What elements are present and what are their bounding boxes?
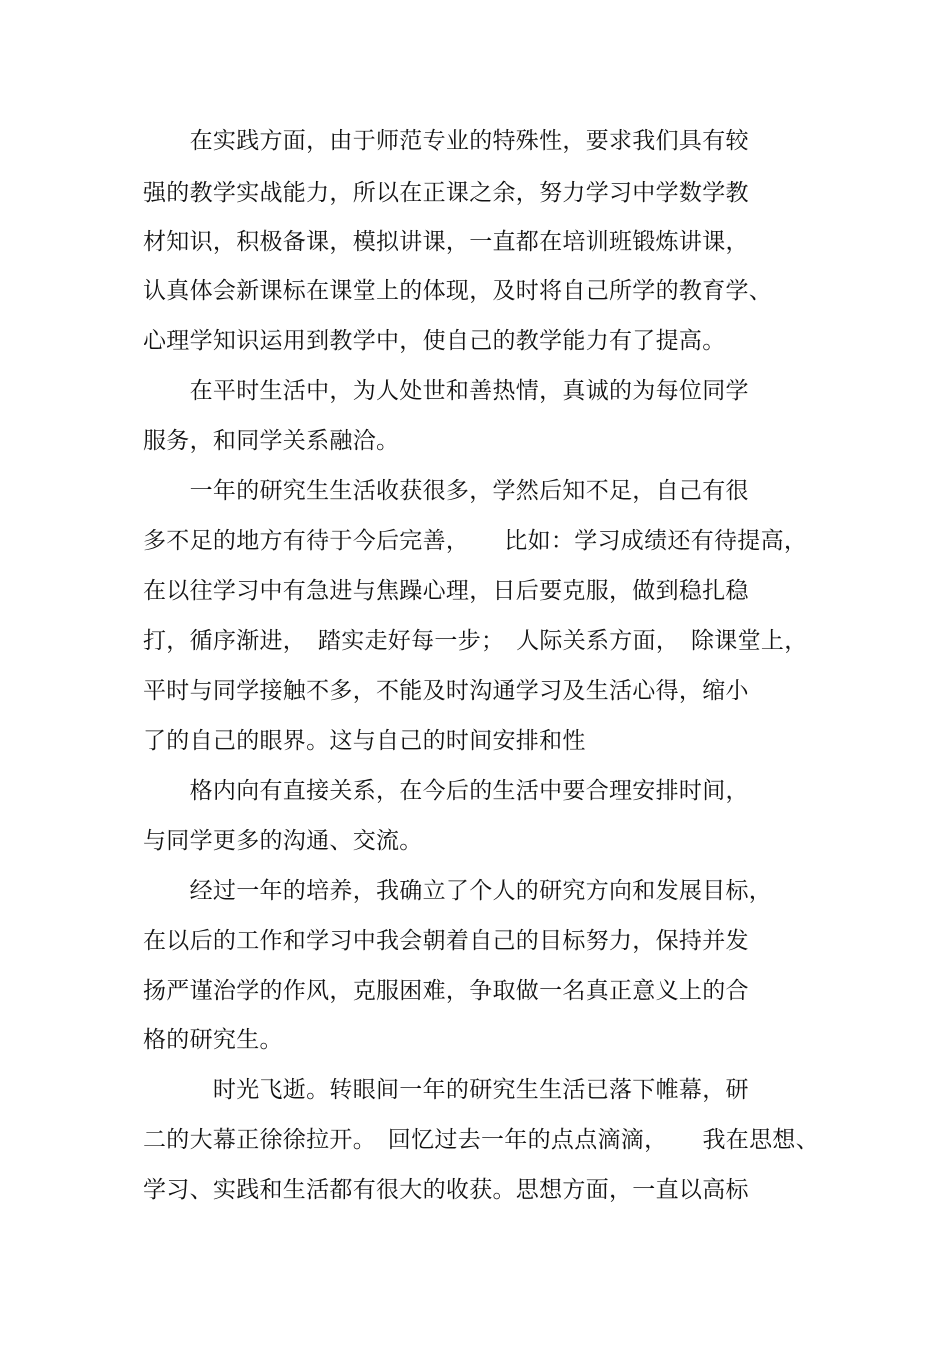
text-line: 二的大幕正徐徐拉开。 回忆过去一年的点点滴滴， 我在思想、 <box>143 1127 819 1153</box>
text-line: 在以往学习中有急进与焦躁心理，日后要克服，做到稳扎稳 <box>143 578 749 604</box>
text-line: 时光飞逝。转眼间一年的研究生生活已落下帷幕，研 <box>143 1077 749 1103</box>
text-line: 学习、实践和生活都有很大的收获。思想方面，一直以高标 <box>143 1177 749 1203</box>
text-line: 在以后的工作和学习中我会朝着自己的目标努力，保持并发 <box>143 928 749 954</box>
text-line: 格内向有直接关系，在今后的生活中要合理安排时间， <box>143 778 749 804</box>
text-line: 格的研究生。 <box>143 1027 283 1053</box>
text-line: 打，循序渐进， 踏实走好每一步； 人际关系方面， 除课堂上， <box>143 628 808 654</box>
text-line: 服务，和同学关系融洽。 <box>143 428 400 454</box>
text-line: 心理学知识运用到教学中，使自己的教学能力有了提高。 <box>143 328 726 354</box>
text-line: 扬严谨治学的作风，克服困难，争取做一名真正意义上的合 <box>143 978 749 1004</box>
text-line: 平时与同学接触不多，不能及时沟通学习及生活心得，缩小 <box>143 678 749 704</box>
text-line: 经过一年的培养，我确立了个人的研究方向和发展目标， <box>143 878 773 904</box>
text-line: 一年的研究生生活收获很多，学然后知不足，自己有很 <box>143 478 749 504</box>
text-line: 了的自己的眼界。这与自己的时间安排和性 <box>143 728 586 754</box>
text-line: 在平时生活中，为人处世和善热情，真诚的为每位同学 <box>143 378 749 404</box>
text-line: 认真体会新课标在课堂上的体现，及时将自己所学的教育学、 <box>143 278 773 304</box>
text-line: 在实践方面，由于师范专业的特殊性，要求我们具有较 <box>143 128 749 154</box>
text-line: 材知识，积极备课，模拟讲课，一直都在培训班锻炼讲课， <box>143 229 749 255</box>
text-line: 多不足的地方有待于今后完善， 比如：学习成绩还有待提高， <box>143 528 808 554</box>
text-line: 与同学更多的沟通、交流。 <box>143 828 423 854</box>
text-line: 强的教学实战能力，所以在正课之余，努力学习中学数学教 <box>143 180 749 206</box>
